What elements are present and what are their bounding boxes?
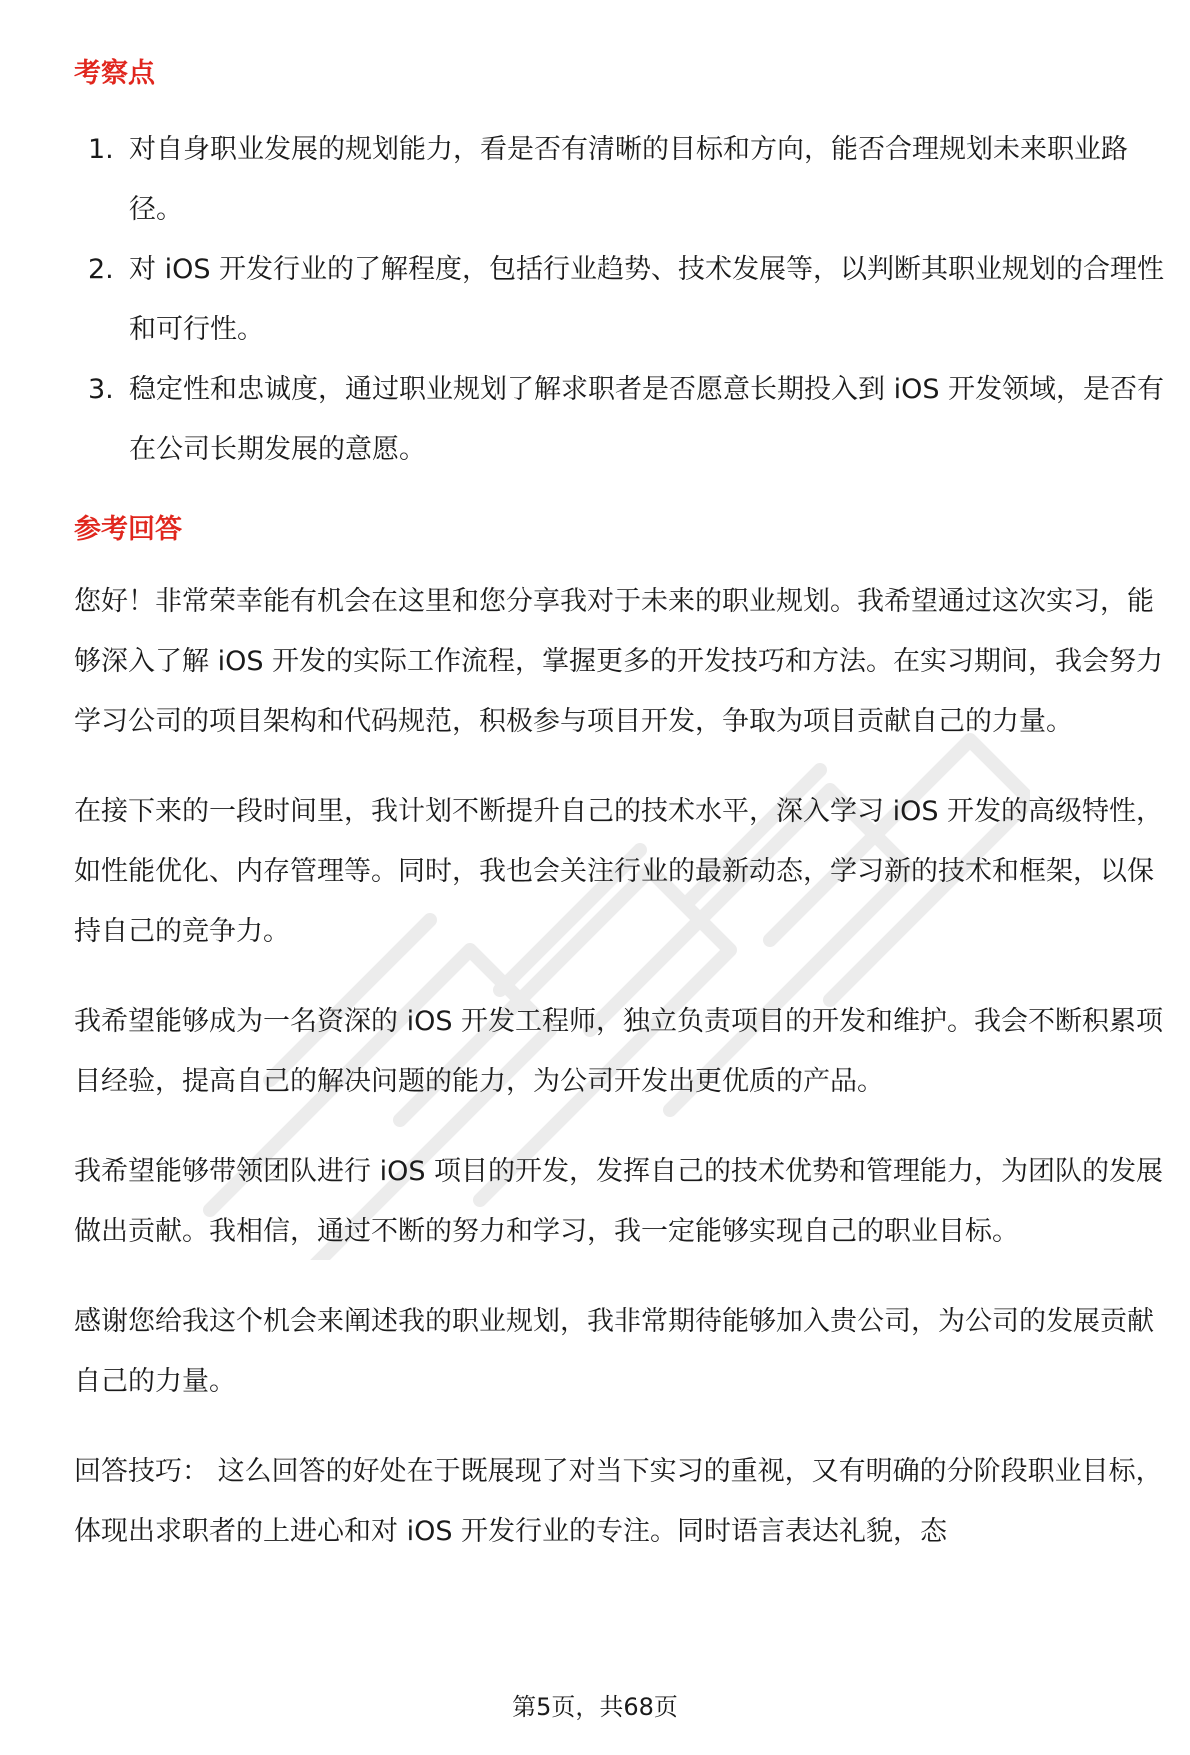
answer-paragraph: 您好！非常荣幸能有机会在这里和您分享我对于未来的职业规划。我希望通过这次实习，能够深入了解 iOS 开发的实际工作流程，掌握更多的开发技巧和方法。在实习期间，我会努力学习公司的项目架构和代码规范，积极参与项目开发，争取为项目贡献自己的力量。 [74, 586, 1164, 737]
list-number: 3. [88, 374, 114, 405]
section-title-points: 考察点 [74, 58, 155, 89]
answer-body [74, 572, 1174, 1562]
document-content [74, 46, 1174, 1562]
list-item-text: 对自身职业发展的规划能力，看是否有清晰的目标和方向，能否合理规划未来职业路径。 [129, 134, 1128, 225]
page-number-footer: 第5页，共68页 [512, 1693, 678, 1721]
list-number: 2. [88, 254, 114, 285]
list-number: 1. [88, 134, 114, 165]
list-item [74, 360, 1174, 480]
list-item-text: 对 iOS 开发行业的了解程度，包括行业趋势、技术发展等，以判断其职业规划的合理性和可行性。 [129, 254, 1165, 345]
answer-tips-paragraph: 回答技巧： 这么回答的好处在于既展现了对当下实习的重视，又有明确的分阶段职业目标，体现出求职者的上进心和对 iOS 开发行业的专注。同时语言表达礼貌，态 [74, 1456, 1163, 1547]
section-title-answer: 参考回答 [74, 514, 182, 545]
points-list [74, 120, 1174, 480]
answer-paragraph: 感谢您给我这个机会来阐述我的职业规划，我非常期待能够加入贵公司，为公司的发展贡献自己的力量。 [74, 1306, 1154, 1397]
answer-paragraph: 我希望能够带领团队进行 iOS 项目的开发，发挥自己的技术优势和管理能力，为团队的发展做出贡献。我相信，通过不断的努力和学习，我一定能够实现自己的职业目标。 [74, 1156, 1164, 1247]
answer-paragraph: 在接下来的一段时间里，我计划不断提升自己的技术水平，深入学习 iOS 开发的高级特性，如性能优化、内存管理等。同时，我也会关注行业的最新动态，学习新的技术和框架，以保持自己的竞争力。 [74, 796, 1164, 947]
list-item-text: 稳定性和忠诚度，通过职业规划了解求职者是否愿意长期投入到 iOS 开发领域，是否有在公司长期发展的意愿。 [129, 374, 1165, 465]
list-item [74, 120, 1174, 240]
list-item [74, 240, 1174, 360]
answer-paragraph: 我希望能够成为一名资深的 iOS 开发工程师，独立负责项目的开发和维护。我会不断积累项目经验，提高自己的解决问题的能力，为公司开发出更优质的产品。 [74, 1006, 1164, 1097]
